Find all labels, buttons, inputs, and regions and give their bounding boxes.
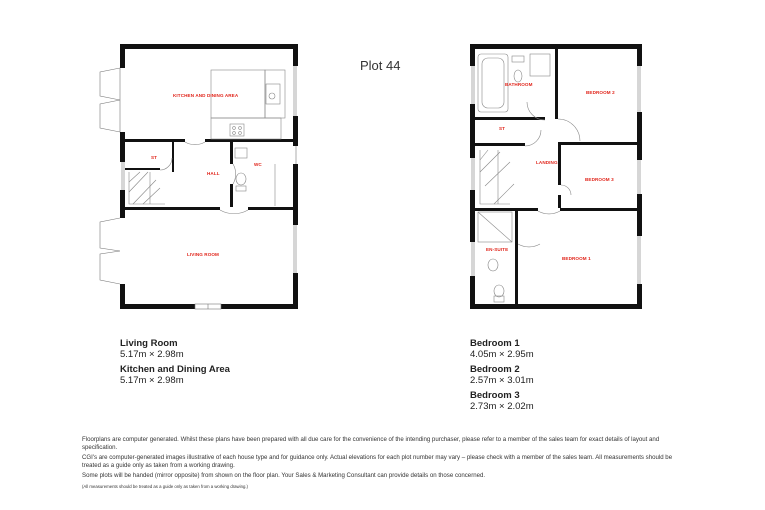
room-dims: 5.17m × 2.98m [120, 375, 184, 386]
gf-label-wc: WC [254, 162, 262, 167]
disclaimer-p3: Some plots will be handed (mirror opposite) from shown on the floor plan. Your Sales & Marketing Consultant can provide details on those concerned. [82, 471, 486, 479]
gf-label-living: LIVING ROOM [187, 252, 219, 257]
room-name: Bedroom 3 [470, 390, 520, 401]
room-name: Bedroom 2 [470, 364, 520, 375]
disclaimer-p1: Floorplans are computer generated. Whilst these plans have been prepared with all due care for the convenience of the intending purchaser, please refer to a member of the sales team for exact details of layout and specification. [82, 436, 660, 451]
room-name: Living Room [120, 338, 178, 349]
room-dims: 2.57m × 3.01m [470, 375, 534, 386]
ff-wall-bottom [470, 304, 642, 309]
room-dims: 4.05m × 2.95m [470, 349, 534, 360]
ff-wall-top [470, 44, 642, 49]
gf-wall-top [120, 44, 298, 49]
ff-label-bathroom: BATHROOM [505, 82, 533, 87]
gf-label-kitchen: KITCHEN AND DINING AREA [173, 93, 239, 98]
gf-label-st: ST [151, 155, 158, 160]
ff-label-bedroom3: BEDROOM 3 [585, 177, 614, 182]
first-floor-plan [469, 44, 643, 309]
disclaimer-p2: CGI's are computer-generated images illustrative of each house type and for guidance only. Actual elevations for each plot number may vary – please check with a member of the sales team. All measurements should be treated as a guide only as taken from a working drawing. [82, 453, 673, 469]
room-dimensions-ground [120, 338, 230, 390]
plot-title: Plot 44 [360, 58, 401, 73]
ground-floor-plan [100, 44, 299, 310]
room-dims: 2.73m × 2.02m [470, 401, 534, 412]
room-name: Bedroom 1 [470, 338, 520, 349]
room-dims: 5.17m × 2.98m [120, 349, 184, 360]
disclaimer-small: (All measurements should be treated as a guide only as taken from a working drawing.) [82, 483, 248, 489]
disclaimer [82, 436, 687, 492]
ff-label-landing: LANDING [536, 160, 558, 165]
ff-label-bedroom2: BEDROOM 2 [586, 90, 615, 95]
gf-label-hall: HALL [207, 171, 220, 176]
ff-label-ensuite: EN-SUITE [486, 247, 509, 252]
ff-label-bedroom1: BEDROOM 1 [562, 256, 591, 261]
room-name: Kitchen and Dining Area [120, 364, 230, 375]
ff-label-st: ST [499, 126, 506, 131]
room-dimensions-first [470, 338, 534, 416]
